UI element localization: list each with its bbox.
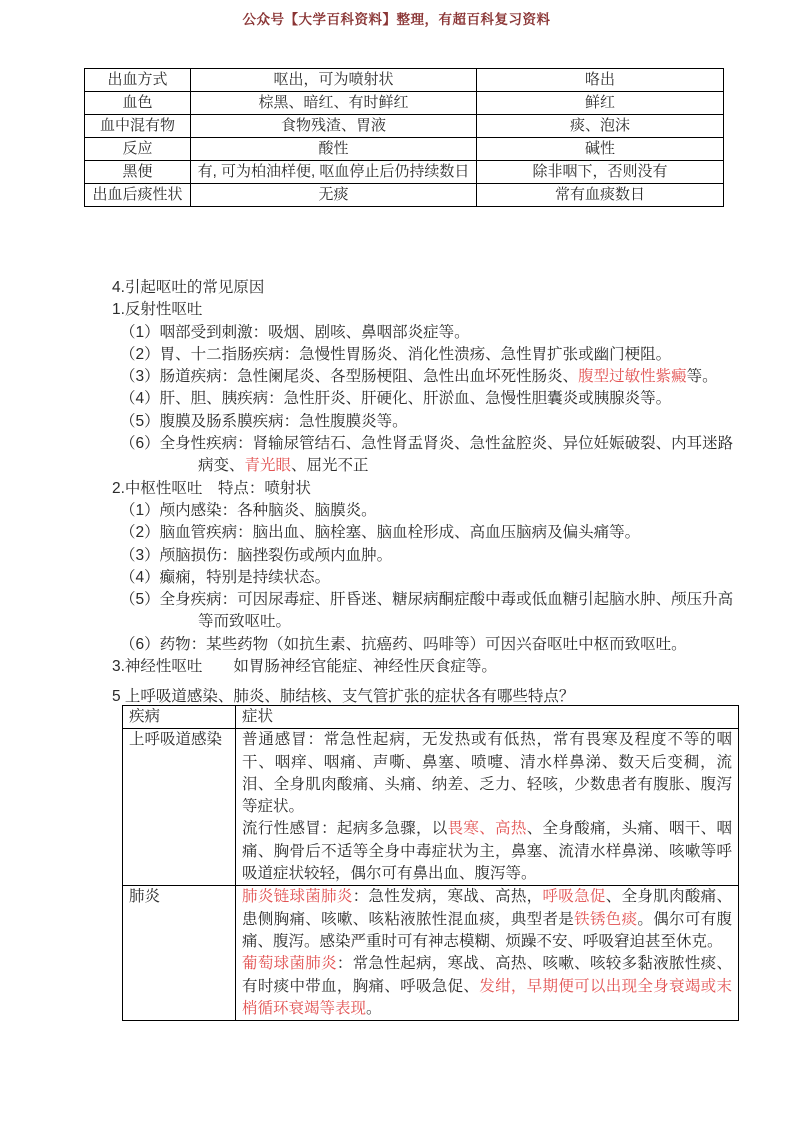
text-segment: （6）全身性疾病：肾输尿管结石、急性肾盂肾炎、急性盆腔炎、异位妊娠破裂、内耳迷路 bbox=[120, 435, 734, 453]
section4-line bbox=[112, 611, 752, 633]
hematemesis-hemoptysis-table bbox=[84, 68, 724, 207]
table-row bbox=[85, 69, 724, 92]
highlighted-text: 葡萄球菌肺炎 bbox=[242, 955, 337, 973]
table-cell: 常有血痰数日 bbox=[477, 184, 724, 207]
section4-line bbox=[112, 433, 752, 455]
section-5-title: 5 上呼吸道感染、肺炎、肺结核、支气管扩张的症状各有哪些特点？ bbox=[112, 688, 575, 705]
section4-line bbox=[112, 500, 752, 522]
section4-line bbox=[112, 589, 752, 611]
text-segment: ：常急性起病，寒战、高热、咳嗽、咳较多黏液脓性痰、有时痰中带血，胸痛、呼吸急促、 bbox=[242, 955, 732, 995]
section4-line bbox=[112, 388, 752, 410]
text-segment: 。偶尔可有腹痛、腹泻。感染严重时可有神志模糊、烦躁不安、呼吸窘迫甚至休克。 bbox=[242, 910, 732, 950]
section4-line bbox=[112, 478, 752, 500]
table-cell: 血色 bbox=[85, 92, 191, 115]
table-cell: 出血后痰性状 bbox=[85, 184, 191, 207]
highlighted-text: 畏寒、高热 bbox=[447, 820, 527, 838]
text-segment: 、全身酸痛，头痛、咽干、咽痛、胸骨后不适等全身中毒症状为主，鼻塞、流清水样鼻涕、咳嗽等呼吸道症状较轻，偶尔可有鼻出血、腹泻等。 bbox=[242, 820, 732, 883]
text-segment: 、屈光不正 bbox=[291, 457, 369, 475]
table-row bbox=[85, 161, 724, 184]
table-cell: 黑便 bbox=[85, 161, 191, 184]
section4-line bbox=[112, 277, 752, 299]
table-row bbox=[85, 115, 724, 138]
text-segment: 病变、 bbox=[198, 457, 245, 475]
table-cell: 食物残渣、胃液 bbox=[191, 115, 477, 138]
section4-line bbox=[112, 455, 752, 477]
symptom-cell bbox=[236, 729, 739, 886]
text-segment: （5）全身疾病：可因尿毒症、肝昏迷、糖尿病酮症酸中毒或低血糖引起脑水肿、颅压升高 bbox=[120, 591, 734, 609]
symptom-paragraph bbox=[242, 886, 732, 953]
section4-line bbox=[112, 299, 752, 321]
symptom-paragraph bbox=[242, 729, 732, 818]
table-row bbox=[123, 886, 739, 1021]
table-cell: 血中混有物 bbox=[85, 115, 191, 138]
text-segment: 3.神经性呕吐 如胃肠神经官能症、神经性厌食症等。 bbox=[112, 658, 497, 676]
table-cell: 无痰 bbox=[191, 184, 477, 207]
text-segment: （1）颅内感染：各种脑炎、脑膜炎。 bbox=[120, 501, 377, 519]
section4-line bbox=[112, 344, 752, 366]
text-segment: 等而致呕吐。 bbox=[198, 613, 292, 631]
table-cell: 除非咽下，否则没有 bbox=[477, 161, 724, 184]
text-segment: （2）脑血管疾病：脑出血、脑栓塞、脑血栓形成、高血压脑病及偏头痛等。 bbox=[120, 524, 641, 542]
text-segment: 4.引起呕吐的常见原因 bbox=[112, 279, 265, 296]
table-cell: 酸性 bbox=[191, 138, 477, 161]
table-cell: 碱性 bbox=[477, 138, 724, 161]
watermark-header: 公众号【大学百科资料】整理，有超百科复习资料 bbox=[242, 12, 551, 27]
section-4-vomiting-causes bbox=[112, 277, 752, 678]
section4-line bbox=[112, 545, 752, 567]
table-cell: 鲜红 bbox=[477, 92, 724, 115]
table-row bbox=[85, 184, 724, 207]
highlighted-text: 呼吸急促 bbox=[542, 888, 606, 906]
highlighted-text: 肺炎链球菌肺炎 bbox=[242, 888, 353, 906]
text-segment: （5）腹膜及肠系膜疾病：急性腹膜炎等。 bbox=[120, 412, 408, 430]
text-segment: ：急性发病，寒战、高热， bbox=[352, 888, 543, 906]
table-row bbox=[85, 92, 724, 115]
symptom-paragraph bbox=[242, 953, 732, 1020]
section4-line bbox=[112, 411, 752, 433]
text-segment: 等。 bbox=[686, 368, 718, 386]
table-cell: 呕出，可为喷射状 bbox=[191, 69, 477, 92]
table-cell: 咯出 bbox=[477, 69, 724, 92]
disease-cell: 肺炎 bbox=[123, 886, 236, 1021]
text-segment: 1.反射性呕吐 bbox=[112, 301, 203, 319]
table-header-cell: 症状 bbox=[236, 706, 739, 729]
table-cell: 痰、泡沫 bbox=[477, 115, 724, 138]
text-segment: （4）癫痫，特别是持续状态。 bbox=[120, 568, 331, 586]
text-segment: （4）肝、胆、胰疾病：急性肝炎、肝硬化、肝淤血、急慢性胆囊炎或胰腺炎等。 bbox=[120, 390, 672, 408]
table-cell: 有, 可为柏油样便, 呕血停止后仍持续数日 bbox=[191, 161, 477, 184]
table-row bbox=[85, 138, 724, 161]
table-cell: 棕黑、暗红、有时鲜红 bbox=[191, 92, 477, 115]
text-segment: （1）咽部受到刺激：吸烟、剧咳、鼻咽部炎症等。 bbox=[120, 323, 470, 341]
table-cell: 出血方式 bbox=[85, 69, 191, 92]
text-segment: （6）药物：某些药物（如抗生素、抗癌药、吗啡等）可因兴奋呕吐中枢而致呕吐。 bbox=[120, 635, 687, 653]
highlighted-text: 发绀，早期便可以出现全身衰竭或末梢循环衰竭等表现 bbox=[242, 977, 732, 1017]
section4-line bbox=[112, 567, 752, 589]
symptom-cell bbox=[236, 886, 739, 1021]
disease-cell: 上呼吸道感染 bbox=[123, 729, 236, 886]
section4-line bbox=[112, 522, 752, 544]
section4-line bbox=[112, 634, 752, 656]
highlighted-text: 铁锈色痰 bbox=[574, 910, 638, 928]
text-segment: 。 bbox=[366, 999, 382, 1017]
text-segment: 流行性感冒：起病多急骤，以 bbox=[242, 820, 448, 838]
table-header-cell: 疾病 bbox=[123, 706, 236, 729]
text-segment: 2.中枢性呕吐 特点：喷射状 bbox=[112, 479, 311, 497]
respiratory-symptom-table bbox=[122, 705, 739, 1021]
text-segment: （2）胃、十二指肠疾病：急慢性胃肠炎、消化性溃疡、急性胃扩张或幽门梗阻。 bbox=[120, 345, 672, 363]
section4-line bbox=[112, 322, 752, 344]
text-segment: （3）肠道疾病：急性阑尾炎、各型肠梗阻、急性出血坏死性肠炎、 bbox=[120, 368, 579, 386]
highlighted-text: 腹型过敏性紫癜 bbox=[578, 368, 687, 386]
table-row bbox=[123, 729, 739, 886]
text-segment: 、全身肌肉酸痛、患侧胸痛、咳嗽、咳粘液脓性混血痰，典型者是 bbox=[242, 888, 732, 928]
section4-line bbox=[112, 366, 752, 388]
section4-line bbox=[112, 656, 752, 678]
text-segment: 普通感冒：常急性起病，无发热或有低热，常有畏寒及程度不等的咽干、咽痒、咽痛、声嘶、鼻塞、喷嚏、清水样鼻涕、数天后变稠，流泪、全身肌肉酸痛、头痛、纳差、乏力、轻咳，少数患者有腹胀、腹泻等症状。 bbox=[242, 731, 732, 816]
table-header-row bbox=[123, 706, 739, 729]
table-cell: 反应 bbox=[85, 138, 191, 161]
highlighted-text: 青光眼 bbox=[244, 457, 292, 475]
symptom-paragraph bbox=[242, 818, 732, 885]
text-segment: （3）颅脑损伤：脑挫裂伤或颅内血肿。 bbox=[120, 546, 393, 564]
